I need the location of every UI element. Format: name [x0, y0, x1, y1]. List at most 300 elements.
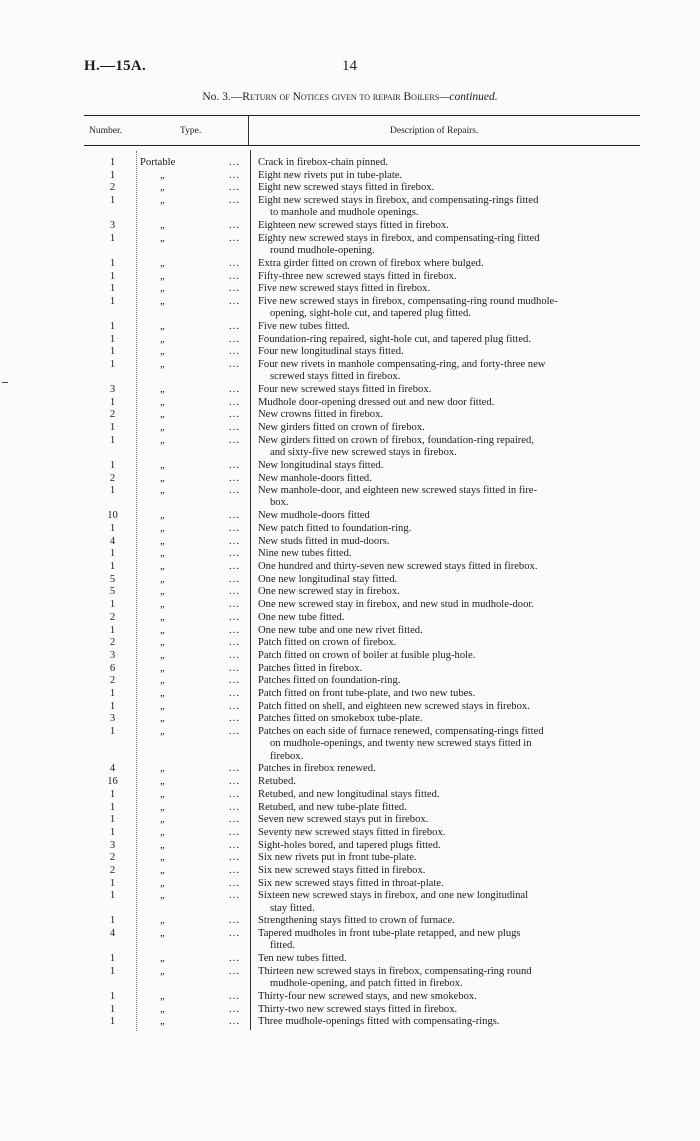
- row-leader: ...: [229, 409, 240, 421]
- header-rule: [84, 145, 640, 146]
- row-type: „: [160, 257, 165, 269]
- row-description: [258, 296, 630, 321]
- row-number: 1: [109, 396, 116, 408]
- row-type: „: [160, 586, 165, 598]
- description-line: Seventy new screwed stays fitted in firebox.: [258, 826, 446, 838]
- row-type: „: [160, 320, 165, 332]
- description-line: New patch fitted to foundation-ring.: [258, 522, 412, 534]
- row-number: 4: [109, 763, 116, 775]
- row-leader: ...: [229, 548, 240, 560]
- description-line: Patches in firebox renewed.: [258, 763, 376, 775]
- row-type: „: [160, 688, 165, 699]
- row-number: 5: [109, 586, 116, 598]
- description-line: Patches fitted in firebox.: [258, 662, 363, 674]
- row-description: [258, 688, 630, 700]
- row-description: [258, 637, 630, 649]
- row-leader: ...: [229, 688, 240, 699]
- description-line: Retubed, and new longitudinal stays fitted.: [258, 788, 440, 800]
- row-description: [258, 561, 630, 573]
- row-number: 3: [109, 649, 116, 661]
- row-leader: ...: [229, 915, 240, 927]
- row-description: [258, 650, 630, 662]
- row-number: 1: [109, 422, 116, 434]
- row-description: [258, 220, 630, 232]
- row-leader: ...: [229, 675, 240, 687]
- row-number: 1: [109, 169, 116, 181]
- row-leader: ...: [229, 220, 240, 232]
- row-type: „: [160, 890, 165, 902]
- row-description: [258, 258, 630, 270]
- row-leader: ...: [229, 852, 240, 864]
- row-number: 1: [109, 890, 116, 902]
- row-type: „: [160, 965, 165, 977]
- row-leader: ...: [229, 195, 240, 207]
- description-line: Sight-holes bored, and tapered plugs fitted.: [258, 839, 441, 851]
- description-line: New crowns fitted in firebox.: [258, 409, 384, 421]
- row-number: 1: [109, 283, 116, 295]
- row-type: „: [160, 169, 165, 181]
- row-type: „: [160, 788, 165, 800]
- row-number: 1: [109, 599, 116, 611]
- row-number: 1: [109, 953, 116, 965]
- title-suffix: —continued.: [439, 91, 498, 103]
- description-line: New studs fitted in mud-doors.: [258, 535, 390, 547]
- description-line: Strengthening stays fitted to crown of furnace.: [258, 915, 455, 927]
- row-leader: ...: [229, 522, 240, 534]
- description-continuation: box.: [270, 497, 289, 509]
- row-leader: ...: [229, 965, 240, 977]
- row-number: 5: [109, 573, 116, 585]
- description-line: Patch fitted on shell, and eighteen new screwed stays in firebox.: [258, 700, 530, 712]
- row-type: „: [160, 865, 165, 876]
- row-leader: ...: [229, 182, 240, 194]
- row-description: [258, 409, 630, 421]
- description-line: Patches on each side of furnace renewed, compensating-rings fitted: [258, 726, 544, 738]
- row-leader: ...: [229, 776, 240, 788]
- row-type: „: [160, 409, 165, 421]
- page-number: 14: [342, 58, 357, 74]
- row-leader: ...: [229, 485, 240, 497]
- row-type: „: [160, 1003, 165, 1015]
- row-number: 3: [109, 713, 116, 725]
- row-type: „: [160, 649, 165, 661]
- description-line: One new tube fitted.: [258, 611, 345, 623]
- row-number: 1: [109, 485, 116, 497]
- row-description: [258, 890, 630, 915]
- description-line: Eighty new screwed stays in firebox, and compensating-ring fitted: [258, 232, 540, 244]
- description-continuation: stay fitted.: [270, 902, 315, 914]
- row-type: „: [160, 384, 165, 395]
- row-type: „: [160, 472, 165, 484]
- row-type: „: [160, 826, 165, 838]
- row-leader: ...: [229, 599, 240, 611]
- row-leader: ...: [229, 662, 240, 674]
- row-description: [258, 827, 630, 839]
- row-description: [258, 865, 630, 877]
- row-description: [258, 701, 630, 713]
- description-line: Tapered mudholes in front tube-plate retapped, and new plugs: [258, 928, 521, 940]
- row-description: [258, 928, 630, 953]
- row-description: [258, 789, 630, 801]
- column-divider: [248, 116, 249, 146]
- description-continuation: and sixty-five new screwed stays in firebox.: [270, 447, 457, 459]
- description-line: New manhole-doors fitted.: [258, 472, 372, 484]
- row-number: 1: [109, 232, 116, 244]
- row-type: „: [160, 270, 165, 282]
- top-rule: [84, 115, 640, 116]
- row-type: „: [160, 182, 165, 194]
- row-number: 1: [109, 726, 116, 738]
- row-number: 1: [109, 1016, 116, 1028]
- row-description: [258, 726, 630, 763]
- row-number: 1: [109, 801, 116, 813]
- row-number: 2: [109, 472, 116, 484]
- row-number: 1: [109, 990, 116, 1002]
- description-line: Mudhole door-opening dressed out and new door fitted.: [258, 396, 495, 408]
- row-description: [258, 359, 630, 384]
- row-type: „: [160, 928, 165, 940]
- row-description: [258, 195, 630, 220]
- row-leader: ...: [229, 763, 240, 775]
- row-leader: ...: [229, 649, 240, 661]
- description-line: Foundation-ring repaired, sight-hole cut, and tapered plug fitted.: [258, 333, 532, 345]
- row-number: 2: [109, 865, 116, 876]
- row-type: „: [160, 990, 165, 1002]
- description-line: Thirty-four new screwed stays, and new smokebox.: [258, 990, 477, 1002]
- description-line: Eighteen new screwed stays fitted in firebox.: [258, 220, 449, 232]
- row-number: 3: [109, 839, 116, 851]
- description-line: Five new screwed stays in firebox, compensating-ring round mudhole-: [258, 295, 558, 307]
- description-line: Ten new tubes fitted.: [258, 953, 347, 965]
- row-description: [258, 473, 630, 485]
- row-number: 1: [109, 295, 116, 307]
- row-description: [258, 157, 630, 169]
- row-number: 1: [109, 624, 116, 636]
- row-number: 1: [109, 333, 116, 345]
- description-line: Crack in firebox-chain pinned.: [258, 157, 389, 168]
- row-type: „: [160, 359, 165, 370]
- row-type: „: [160, 485, 165, 497]
- row-number: 1: [109, 346, 116, 358]
- row-leader: ...: [229, 257, 240, 269]
- row-leader: ...: [229, 788, 240, 800]
- description-line: New manhole-door, and eighteen new screwed stays fitted in fire-: [258, 485, 538, 497]
- description-line: Fifty-three new screwed stays fitted in firebox.: [258, 270, 457, 282]
- description-line: New longitudinal stays fitted.: [258, 459, 384, 471]
- row-number: 1: [109, 788, 116, 800]
- row-number: 2: [109, 637, 116, 649]
- row-description: [258, 663, 630, 675]
- row-type: „: [160, 396, 165, 408]
- row-number: 6: [109, 662, 116, 674]
- row-type: „: [160, 220, 165, 232]
- row-leader: ...: [229, 396, 240, 408]
- row-type: „: [160, 713, 165, 725]
- row-type: „: [160, 611, 165, 623]
- row-leader: ...: [229, 384, 240, 395]
- description-line: Eight new rivets put in tube-plate.: [258, 169, 403, 181]
- row-leader: ...: [229, 295, 240, 307]
- row-type: „: [160, 852, 165, 864]
- row-description: [258, 170, 630, 182]
- row-number: 3: [109, 384, 116, 395]
- row-leader: ...: [229, 422, 240, 434]
- row-type: „: [160, 801, 165, 813]
- row-type: „: [160, 573, 165, 585]
- row-number: 1: [109, 814, 116, 826]
- description-line: New mudhole-doors fitted: [258, 510, 370, 522]
- description-continuation: to manhole and mudhole openings.: [270, 207, 419, 219]
- description-continuation: fitted.: [270, 940, 296, 952]
- row-description: [258, 536, 630, 548]
- row-leader: ...: [229, 611, 240, 623]
- row-number: 2: [109, 182, 116, 194]
- number-type-divider: [136, 151, 138, 1031]
- row-description: [258, 182, 630, 194]
- row-type: „: [160, 283, 165, 295]
- row-leader: ...: [229, 573, 240, 585]
- row-number: 1: [109, 965, 116, 977]
- row-description: [258, 233, 630, 258]
- row-leader: ...: [229, 359, 240, 370]
- description-line: Eight new screwed stays fitted in firebox.: [258, 182, 435, 194]
- row-number: 1: [109, 320, 116, 332]
- row-leader: ...: [229, 637, 240, 649]
- row-number: 1: [109, 688, 116, 699]
- row-number: 4: [109, 928, 116, 940]
- description-line: Three mudhole-openings fitted with compensating-rings.: [258, 1016, 500, 1028]
- row-number: 10: [107, 510, 118, 522]
- row-description: [258, 384, 630, 396]
- row-description: [258, 346, 630, 358]
- row-leader: ...: [229, 472, 240, 484]
- row-number: 4: [109, 535, 116, 547]
- row-description: [258, 523, 630, 535]
- description-line: One new screwed stay in firebox, and new stud in mudhole-door.: [258, 599, 534, 611]
- row-number: 1: [109, 915, 116, 927]
- document-id: H.—15A.: [84, 58, 147, 74]
- row-description: [258, 878, 630, 890]
- row-number: 16: [107, 776, 118, 788]
- description-continuation: on mudhole-openings, and twenty new screwed stays fitted in: [270, 738, 532, 750]
- description-line: Six new screwed stays fitted in firebox.: [258, 865, 426, 876]
- row-type: „: [160, 195, 165, 207]
- row-number: 1: [109, 826, 116, 838]
- description-line: Retubed.: [258, 776, 296, 788]
- row-description: [258, 460, 630, 472]
- row-description: [258, 485, 630, 510]
- description-line: Nine new tubes fitted.: [258, 548, 352, 560]
- row-description: [258, 802, 630, 814]
- row-type: „: [160, 459, 165, 471]
- description-line: One hundred and thirty-seven new screwed stays fitted in firebox.: [258, 561, 538, 572]
- column-header-type: Type.: [180, 126, 202, 136]
- description-line: Patches fitted on smokebox tube-plate.: [258, 713, 423, 725]
- row-type: „: [160, 599, 165, 611]
- row-description: [258, 675, 630, 687]
- row-leader: ...: [229, 801, 240, 813]
- description-line: Patch fitted on crown of boiler at fusible plug-hole.: [258, 649, 476, 661]
- row-number: 1: [109, 548, 116, 560]
- row-type: „: [160, 776, 165, 788]
- row-description: [258, 625, 630, 637]
- description-line: Seven new screwed stays put in firebox.: [258, 814, 429, 826]
- row-type: „: [160, 953, 165, 965]
- row-leader: ...: [229, 877, 240, 889]
- row-leader: ...: [229, 928, 240, 940]
- description-continuation: round mudhole-opening.: [270, 245, 375, 257]
- row-type: „: [160, 548, 165, 560]
- row-number: 1: [109, 157, 116, 168]
- row-leader: ...: [229, 169, 240, 181]
- row-leader: ...: [229, 157, 240, 168]
- row-leader: ...: [229, 890, 240, 902]
- row-type: „: [160, 839, 165, 851]
- row-type: „: [160, 422, 165, 434]
- row-type: „: [160, 637, 165, 649]
- row-description: [258, 271, 630, 283]
- row-number: 3: [109, 220, 116, 232]
- row-leader: ...: [229, 814, 240, 826]
- title-prefix: No. 3.—: [202, 91, 243, 103]
- row-number: 1: [109, 257, 116, 269]
- description-line: Four new rivets in manhole compensating-ring, and forty-three new: [258, 359, 546, 370]
- row-leader: ...: [229, 510, 240, 522]
- row-leader: ...: [229, 624, 240, 636]
- margin-mark: [2, 382, 8, 383]
- description-line: Thirteen new screwed stays in firebox, compensating-ring round: [258, 965, 532, 977]
- row-number: 1: [109, 434, 116, 446]
- row-leader: ...: [229, 535, 240, 547]
- row-leader: ...: [229, 434, 240, 446]
- row-type: „: [160, 295, 165, 307]
- row-type: Portable: [140, 157, 176, 168]
- row-leader: ...: [229, 839, 240, 851]
- description-line: New girders fitted on crown of firebox.: [258, 422, 425, 434]
- row-type: „: [160, 662, 165, 674]
- row-number: 1: [109, 700, 116, 712]
- row-type: „: [160, 726, 165, 738]
- description-continuation: screwed stays fitted in firebox.: [270, 371, 401, 383]
- description-line: Extra girder fitted on crown of firebox where bulged.: [258, 257, 484, 269]
- row-number: 1: [109, 522, 116, 534]
- row-leader: ...: [229, 953, 240, 965]
- row-leader: ...: [229, 1016, 240, 1028]
- row-leader: ...: [229, 726, 240, 738]
- row-description: [258, 852, 630, 864]
- row-leader: ...: [229, 346, 240, 358]
- row-description: [258, 991, 630, 1003]
- row-leader: ...: [229, 283, 240, 295]
- row-type: „: [160, 814, 165, 826]
- row-leader: ...: [229, 586, 240, 598]
- row-description: [258, 599, 630, 611]
- description-line: Six new screwed stays fitted in throat-plate.: [258, 877, 444, 889]
- row-type: „: [160, 675, 165, 687]
- description-continuation: opening, sight-hole cut, and tapered plug fitted.: [270, 308, 471, 320]
- row-leader: ...: [229, 270, 240, 282]
- row-number: 2: [109, 675, 116, 687]
- row-description: [258, 840, 630, 852]
- description-line: Five new screwed stays fitted in firebox.: [258, 283, 431, 295]
- row-type: „: [160, 763, 165, 775]
- row-number: 1: [109, 877, 116, 889]
- row-leader: ...: [229, 561, 240, 572]
- row-type: „: [160, 624, 165, 636]
- row-description: [258, 953, 630, 965]
- description-line: Five new tubes fitted.: [258, 320, 350, 332]
- row-description: [258, 966, 630, 991]
- row-description: [258, 1016, 630, 1028]
- row-description: [258, 915, 630, 927]
- column-header-number: Number.: [89, 126, 122, 136]
- row-type: „: [160, 915, 165, 927]
- row-number: 2: [109, 611, 116, 623]
- description-line: Six new rivets put in front tube-plate.: [258, 852, 417, 864]
- row-description: [258, 548, 630, 560]
- row-description: [258, 612, 630, 624]
- row-type: „: [160, 346, 165, 358]
- row-leader: ...: [229, 713, 240, 725]
- description-line: Four new longitudinal stays fitted.: [258, 346, 404, 358]
- row-leader: ...: [229, 1003, 240, 1015]
- row-number: 1: [109, 195, 116, 207]
- row-type: „: [160, 535, 165, 547]
- description-line: Retubed, and new tube-plate fitted.: [258, 801, 407, 813]
- description-line: Four new screwed stays fitted in firebox.: [258, 384, 432, 395]
- row-number: 1: [109, 270, 116, 282]
- description-continuation: mudhole-opening, and patch fitted in firebox.: [270, 978, 463, 990]
- table-title: [0, 91, 700, 103]
- title-main: Return of Notices given to repair Boilers: [242, 91, 440, 103]
- row-leader: ...: [229, 333, 240, 345]
- row-type: „: [160, 333, 165, 345]
- row-description: [258, 814, 630, 826]
- row-type: „: [160, 877, 165, 889]
- row-description: [258, 574, 630, 586]
- row-leader: ...: [229, 826, 240, 838]
- row-description: [258, 397, 630, 409]
- row-leader: ...: [229, 320, 240, 332]
- row-number: 2: [109, 409, 116, 421]
- row-number: 1: [109, 459, 116, 471]
- description-line: One new tube and one new rivet fitted.: [258, 624, 423, 636]
- row-description: [258, 776, 630, 788]
- description-line: Patch fitted on front tube-plate, and two new tubes.: [258, 688, 476, 699]
- row-description: [258, 334, 630, 346]
- row-leader: ...: [229, 232, 240, 244]
- row-description: [258, 435, 630, 460]
- description-line: One new screwed stay in firebox.: [258, 586, 400, 598]
- row-description: [258, 713, 630, 725]
- row-number: 1: [109, 1003, 116, 1015]
- row-leader: ...: [229, 865, 240, 876]
- description-line: New girders fitted on crown of firebox, foundation-ring repaired,: [258, 434, 534, 446]
- description-line: Patch fitted on crown of firebox.: [258, 637, 397, 649]
- description-line: Patches fitted on foundation-ring.: [258, 675, 401, 687]
- row-description: [258, 422, 630, 434]
- row-type: „: [160, 700, 165, 712]
- row-leader: ...: [229, 990, 240, 1002]
- row-number: 1: [109, 359, 116, 370]
- row-description: [258, 763, 630, 775]
- description-continuation: firebox.: [270, 750, 304, 762]
- row-type: „: [160, 232, 165, 244]
- row-leader: ...: [229, 459, 240, 471]
- row-type: „: [160, 510, 165, 522]
- row-description: [258, 510, 630, 522]
- row-number: 1: [109, 561, 116, 572]
